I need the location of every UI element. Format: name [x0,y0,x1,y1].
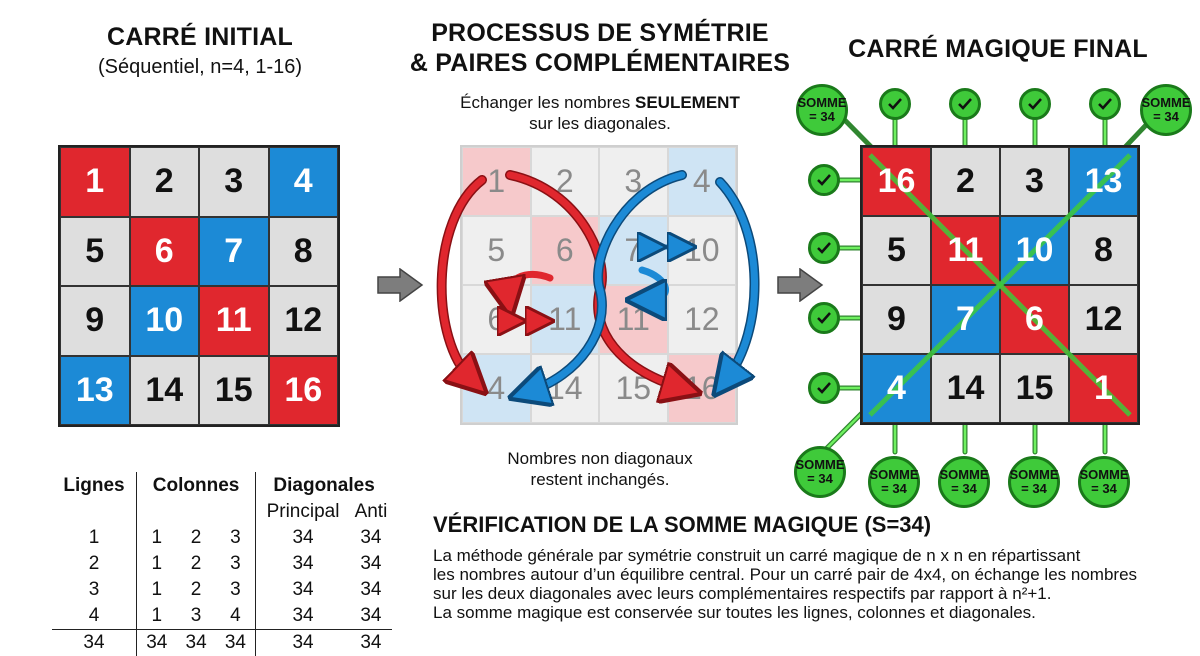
table-cell: 34 [350,525,392,551]
header-diagonals: Diagonales [256,472,392,499]
process-square-cell: 11 [531,285,600,354]
total-cell: 34 [177,630,216,656]
process-square-cell: 11 [599,285,668,354]
initial-square-cell: 4 [269,147,339,217]
sum-bubble-column-3 [1008,456,1060,508]
total-cell: 34 [52,630,137,656]
initial-square-subtitle: (Séquentiel, n=4, 1-16) [60,56,340,79]
verification-line: les nombres autour d’un équilibre central. Pour un carré pair de 4x4, on échange les nombres [433,565,1193,584]
initial-square-cell: 12 [269,286,339,356]
table-cell: 34 [256,577,350,603]
sum-label: SOMME [939,468,988,482]
table-cell: 4 [52,603,137,630]
initial-square-cell: 11 [199,286,269,356]
verification-line: sur les deux diagonales avec leurs complémentaires respectifs par rapport à n²+1. [433,584,1193,603]
sum-label: SOMME [797,96,846,110]
final-square-cell: 1 [1069,354,1138,423]
initial-square-cell: 7 [199,217,269,287]
table-cell: 4 [216,603,256,630]
table-row [52,525,392,551]
instruction-emphasis: SEULEMENT [635,93,740,112]
initial-square-cell: 14 [130,356,200,426]
process-square-cell: 7 [599,216,668,285]
table-cell: 34 [256,525,350,551]
final-square-cell: 6 [1000,285,1069,354]
sum-bubble-diagonal [794,446,846,498]
sum-value: = 34 [1153,110,1179,124]
sum-label: SOMME [1141,96,1190,110]
sum-value: = 34 [1021,482,1047,496]
initial-square-cell: 2 [130,147,200,217]
sum-bubble-main-diagonal [1140,84,1192,136]
process-square-cell: 3 [599,147,668,216]
spacer-cell [137,499,256,525]
final-square-cell: 16 [862,147,931,216]
table-cell: 2 [177,525,216,551]
sum-value: = 34 [1091,482,1117,496]
process-square-cell: 6 [462,285,531,354]
process-title-line2: & PAIRES COMPLÉMENTAIRES [400,48,800,78]
unchanged-note [430,448,770,490]
initial-square-cell: 8 [269,217,339,287]
process-square-cell: 16 [668,354,737,423]
final-square-cell: 14 [931,354,1000,423]
initial-square-cell: 5 [60,217,130,287]
check-icon [1019,88,1051,120]
table-cell: 3 [216,525,256,551]
final-square-cell: 2 [931,147,1000,216]
sum-label: SOMME [869,468,918,482]
final-square-cell: 13 [1069,147,1138,216]
verification-line: La somme magique est conservée sur toutes les lignes, colonnes et diagonales. [433,603,1193,622]
table-cell: 34 [350,603,392,630]
arrow-right-icon [376,268,426,302]
sum-label: SOMME [1079,468,1128,482]
table-cell: 34 [256,603,350,630]
instruction-line2: sur les diagonales. [420,113,780,134]
final-square-cell: 11 [931,216,1000,285]
sum-value: = 34 [807,472,833,486]
table-cell: 34 [256,551,350,577]
table-cell: 1 [137,551,177,577]
subheader-anti: Anti [350,499,392,525]
verification-line: La méthode générale par symétrie construit un carré magique de n x n en répartissant [433,546,1193,565]
header-columns: Colonnes [137,472,256,499]
final-square-cell: 3 [1000,147,1069,216]
verification-text [433,546,1193,622]
final-square-cell: 4 [862,354,931,423]
table-cell: 34 [350,577,392,603]
swap-arrows [420,140,780,430]
table-cell: 1 [137,525,177,551]
table-cell: 3 [216,551,256,577]
process-square-cell: 4 [462,354,531,423]
table-row [52,551,392,577]
total-cell: 34 [216,630,256,656]
process-title [400,18,800,78]
table-cell: 3 [216,577,256,603]
swap-arrow-7-10 [642,270,666,300]
process-square-cell: 5 [462,216,531,285]
sum-bubble-column-4 [1078,456,1130,508]
total-cell: 34 [137,630,177,656]
sum-value: = 34 [951,482,977,496]
instruction-text: Échanger les nombres [460,93,635,112]
table-cell: 2 [177,577,216,603]
unchanged-note-line2: restent inchangés. [430,469,770,490]
final-square-cell: 7 [931,285,1000,354]
check-icon [1089,88,1121,120]
table-cell: 34 [350,551,392,577]
table-cell: 3 [177,603,216,630]
initial-square-cell: 15 [199,356,269,426]
totals-row [52,630,392,656]
initial-square-cell: 13 [60,356,130,426]
initial-square-title: CARRÉ INITIAL [60,22,340,52]
process-square-cell: 6 [531,216,600,285]
sums-table [52,472,392,656]
process-square-cell: 14 [531,354,600,423]
table-cell: 2 [52,551,137,577]
process-square-cell: 12 [668,285,737,354]
initial-square-cell: 10 [130,286,200,356]
swap-instruction [420,92,780,134]
initial-square-cell: 6 [130,217,200,287]
table-cell: 3 [52,577,137,603]
check-icon [808,232,840,264]
process-square-cell: 15 [599,354,668,423]
verification-title: VÉRIFICATION DE LA SOMME MAGIQUE (S=34) [433,512,931,538]
header-rows: Lignes [52,472,137,499]
initial-square-cell: 1 [60,147,130,217]
process-square-cell: 4 [668,147,737,216]
sum-bubble-column-2 [938,456,990,508]
final-square-cell: 12 [1069,285,1138,354]
initial-square-cell: 9 [60,286,130,356]
swap-arrow-6-11 [508,274,550,298]
final-square-cell: 8 [1069,216,1138,285]
sum-bubble-column-1 [868,456,920,508]
sum-bubble-anti-diagonal [796,84,848,136]
subheader-principal: Principal [256,499,350,525]
final-square-cell: 5 [862,216,931,285]
table-cell: 1 [52,525,137,551]
table-cell: 1 [137,603,177,630]
check-icon [808,164,840,196]
process-title-line1: PROCESSUS DE SYMÉTRIE [400,18,800,48]
check-icon [949,88,981,120]
table-cell: 1 [137,577,177,603]
final-square-cell: 15 [1000,354,1069,423]
initial-square-cell: 16 [269,356,339,426]
sum-label: SOMME [795,458,844,472]
table-row [52,603,392,630]
process-square-cell: 2 [531,147,600,216]
process-square-cell: 1 [462,147,531,216]
initial-square-grid [58,145,340,427]
final-square-title: CARRÉ MAGIQUE FINAL [848,34,1148,64]
total-cell: 34 [256,630,350,656]
process-square-cell: 10 [668,216,737,285]
check-icon [808,302,840,334]
check-icon [808,372,840,404]
unchanged-note-line1: Nombres non diagonaux [430,448,770,469]
initial-square-cell: 3 [199,147,269,217]
sum-label: SOMME [1009,468,1058,482]
check-icon [879,88,911,120]
total-cell: 34 [350,630,392,656]
final-square-cell: 9 [862,285,931,354]
sum-value: = 34 [881,482,907,496]
table-row [52,577,392,603]
final-square-values [860,145,1140,425]
table-cell: 2 [177,551,216,577]
spacer-cell [52,499,137,525]
sum-value: = 34 [809,110,835,124]
final-square-cell: 10 [1000,216,1069,285]
